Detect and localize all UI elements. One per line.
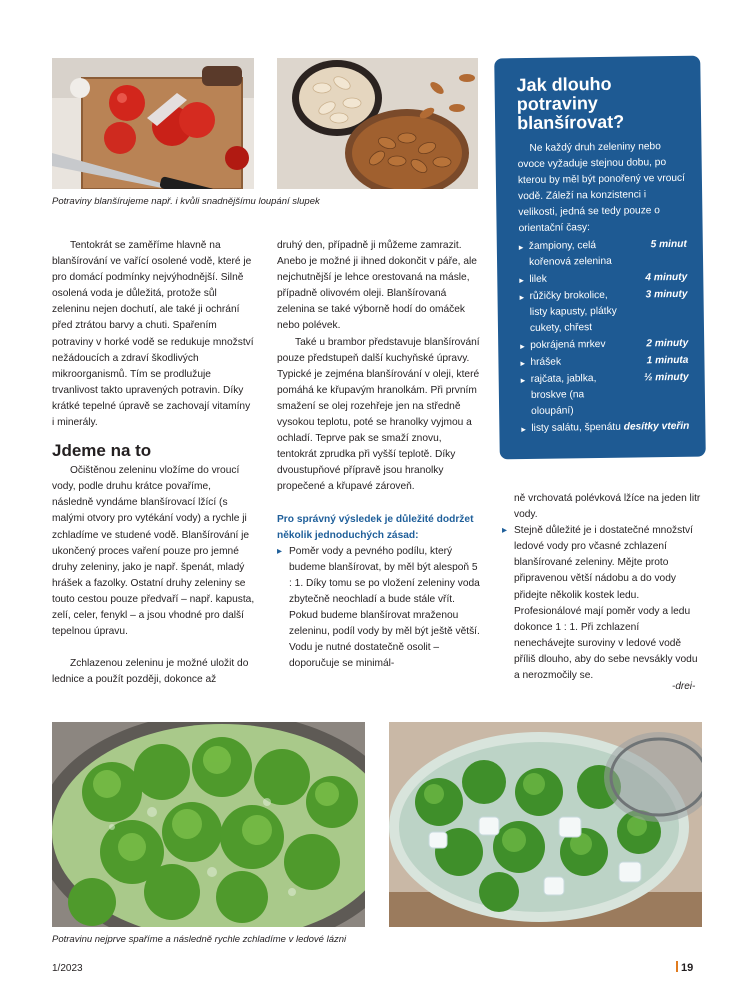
caption-bottom: Potravinu nejprve spaříme a následně rychle zchladíme v ledové lázni (52, 934, 347, 945)
issue-number: 1/2023 (52, 963, 83, 974)
paragraph-intro: Tentokrát se zaměříme hlavně na blanšírování ve vařící osolené vodě, které je pro domácí podmínky nejvýhodnější. Silně osolená voda je důležitá, protože sůl zeleninu nejen dochutí, ale také ji ochrání před ztrátou barvy a chuti. Spařením potraviny v horké vodě se redukuje množství nežádoucích a zdraví škodlivých mikroorganismů. Tím se prodlužuje trvanlivost takto upravených potravin. Díky krátké tepelné úpravě se zachovají vitamíny i minerály. (52, 240, 254, 429)
time-item (519, 270, 687, 288)
photo-tomatoes-knife (52, 58, 254, 189)
blanching-times-list (519, 237, 690, 437)
page-number-wrap (676, 961, 693, 974)
paragraph-continuation: druhý den, případně ji můžeme zamrazit. Anebo je možné ji ihned dokončit v páře, ale nejchutnější je lehce orestovaná na másle, případně olivovém oleji. Blanšírovaná zelenina se také výborně hodí do omáček nebo polévek. (277, 240, 477, 332)
time-item-name: hrášek (530, 356, 562, 368)
time-item-duration: ½ minuty (643, 371, 689, 384)
time-item-duration: 4 minuty (645, 271, 688, 284)
sidebar-title: Jak dlouho potraviny blanšírovat? (516, 73, 625, 134)
time-item (521, 370, 690, 420)
sidebar-box (494, 56, 706, 460)
time-item-duration: 2 minuty (646, 337, 689, 350)
time-item-name: listy salátu, špenátu (531, 421, 621, 434)
time-item-duration: 3 minuty (645, 288, 688, 301)
time-item-duration: 1 minuta (646, 354, 689, 367)
time-item-name: rajčata, jablka, broskve (na oloupání) (530, 373, 597, 417)
paragraph-continuation-3: ně vrchovatá polévková lžíce na jeden litr vody. (514, 493, 701, 521)
time-item (519, 237, 687, 271)
tips-list-2 (502, 523, 702, 684)
time-item-name: pokrájená mrkev (530, 338, 606, 351)
paragraph-method: Očištěnou zeleninu vložíme do vroucí vody, podle druhu krátce povaříme, následně vyndáme blanšírovací lžící (s malými otvory pro vytékání vody) a rychle ji zchladíme ve studené vodě. Blanšírování je ukončený proces vaření pouze pro jemné druhy zeleniny, jako je např. špenát, mladý hrášek a fazolky. Ostatní druhy zeleniny se touto cestou pouze předvaří – např. kapusta, zelí, celer, fenykl – a jsou vhodné pro další tepelnou úpravu. (52, 465, 255, 638)
sidebar-intro: Ne každý druh zeleniny nebo ovoce vyžaduje stejnou dobu, po kterou by měl být ponořený ve vroucí vodě. Záleží na konzistenci i velikosti, jedná se tedy pouze o orientační časy: (517, 141, 686, 235)
column-2 (277, 238, 480, 672)
time-item-name: lilek (529, 273, 547, 285)
section-heading: Jdeme na to (52, 441, 152, 461)
time-item-name: růžičky brokolice, listy kapusty, plátky cukety, chřest (529, 289, 617, 334)
tip-water-ratio: ▸ Poměr vody a pevného podílu, který budeme blanšírovat, by měl být alespoň 5 : 1. Díky tomu se po vložení zeleniny voda zbytečně neochladí a bude stále vřít. Pokud budeme blanšírovat mraženou zeleninu, podíl vody by měl být ještě větší. Vodu je nutné dostatečně osolit – doporučuje se minimál- (277, 544, 480, 673)
paragraph-storage: Zchlazenou zeleninu je možné uložit do lednice a použít později, dokonce až (52, 658, 249, 686)
time-item (520, 353, 688, 371)
photo-almonds (277, 58, 478, 189)
tip-ice-water: ▸ Stejně důležité je i dostatečné množství ledové vody pro včasné zchlazení blanšírované zeleniny. Mějte proto připravenou větší nádobu a do vody přidejte několik kostek ledu. Profesionálové mají poměr vody a ledu dokonce 1 : 1. Při zchlazení nenechávejte suroviny v ledové vodě příliš dlouho, aby do sebe nevsákly vodu a nerozmočily se. (502, 523, 702, 684)
page-number: 19 (681, 962, 694, 974)
time-item (521, 419, 689, 437)
time-item-duration: 5 minut (650, 238, 687, 251)
time-item-duration: desítky vteřin (623, 420, 690, 433)
time-item (519, 287, 688, 337)
author-signature: -drei- (672, 681, 696, 692)
tips-subheading: Pro správný výsledek je důležité dodržet několik jednoduchých zásad: (277, 513, 474, 541)
photo-broccoli-ice-bath (389, 722, 702, 927)
photo-broccoli-boiling (52, 722, 365, 927)
column-1 (52, 238, 255, 688)
column-3 (502, 491, 702, 684)
page-number-bar (676, 961, 678, 972)
caption-top: Potraviny blanšírujeme např. i kvůli snadnějšímu loupání slupek (52, 196, 320, 207)
time-item (520, 336, 688, 354)
time-item-name: žampiony, celá kořenová zelenina (528, 240, 612, 268)
paragraph-potatoes: Také u brambor představuje blanšírování pouze předstupeň další kuchyňské úpravy. Typické je zejména blanšírování v oleji, které pomáhá ke křupavým hranolkám. Při prvním smažení se olej rozehřeje jen na středně vysokou teplotu, poté se hranolky vyjmou a ochladí. Teprve pak se smaží znovu, tentokrát zprudka při vyšší teplotě. Díky dvoustupňové přípravě jsou hranolky propečené a křupavé zároveň. (277, 336, 480, 493)
tips-list-1 (277, 544, 480, 673)
